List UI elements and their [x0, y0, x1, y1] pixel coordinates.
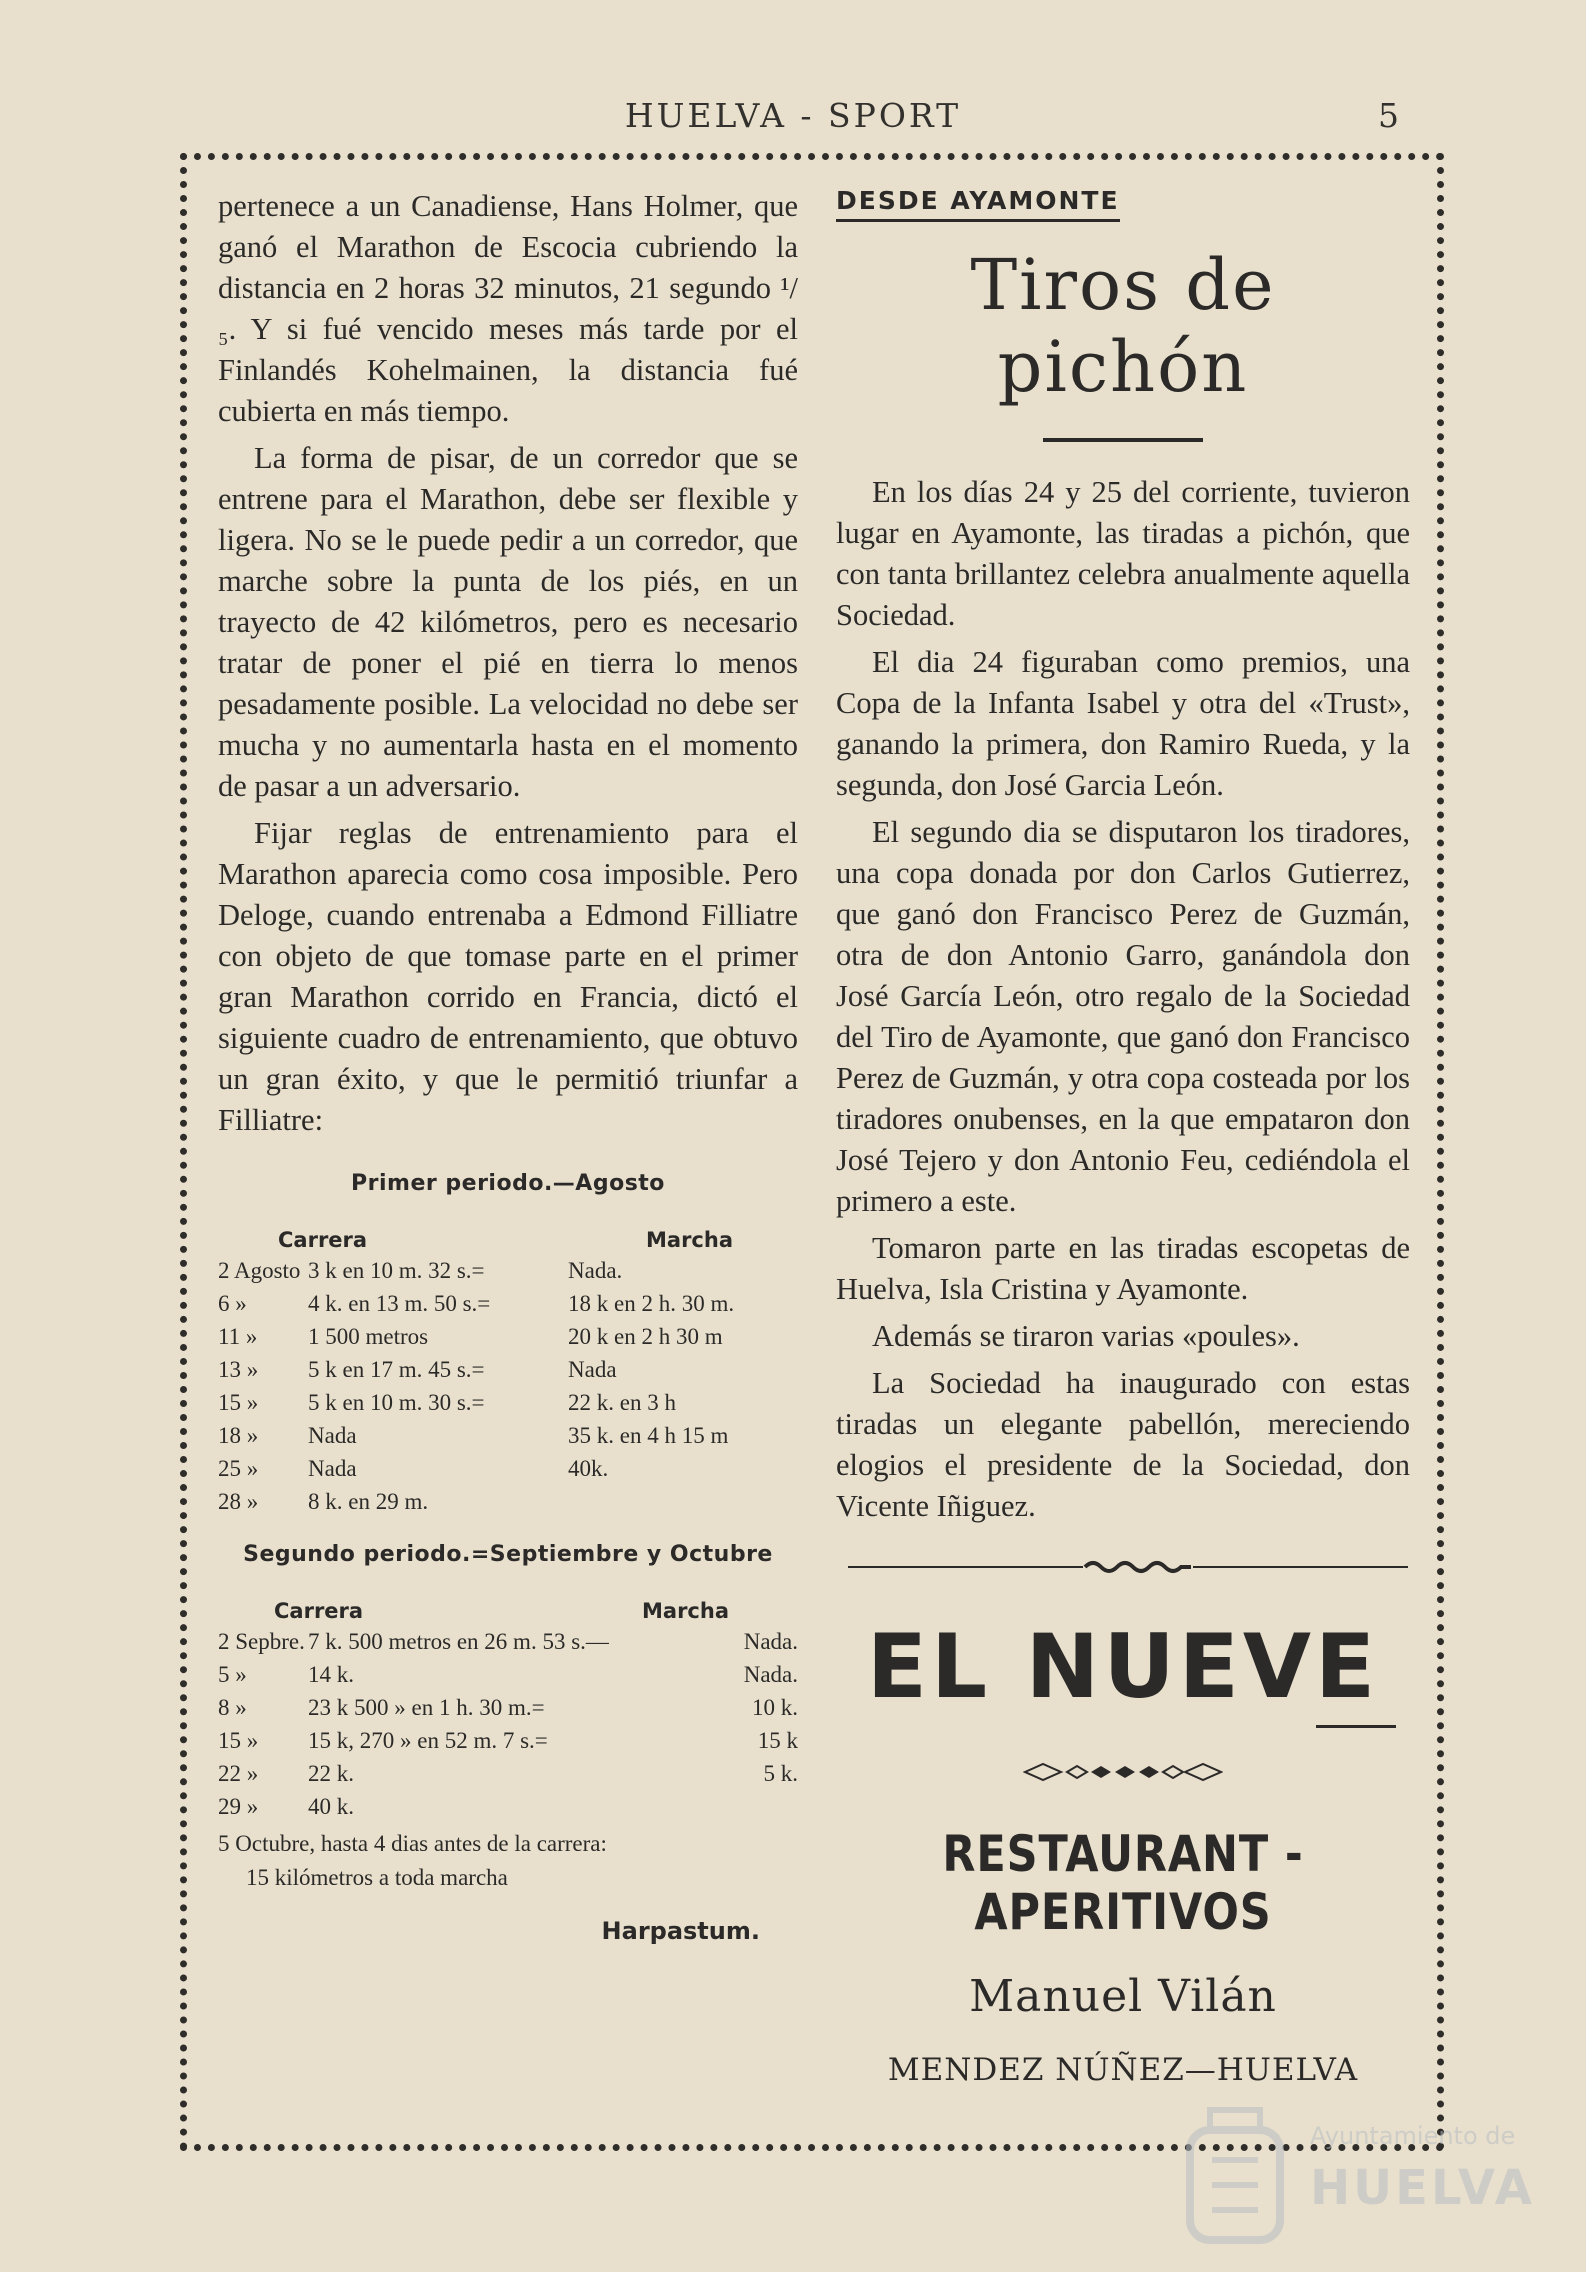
schedule-carrera: 4 k. en 13 m. 50 s.=: [308, 1291, 491, 1316]
schedule-row: [218, 1724, 798, 1757]
schedule-marcha: Nada.: [743, 1629, 798, 1654]
period1-column-headers: [218, 1214, 798, 1254]
schedule-marcha: Nada.: [743, 1662, 798, 1687]
schedule-date: 29 »: [218, 1794, 259, 1819]
schedule-date: 2 Agosto: [218, 1258, 301, 1283]
schedule-date: 22 »: [218, 1761, 259, 1786]
col-header-marcha: Marcha: [646, 1228, 733, 1252]
archive-watermark: [1180, 2100, 1535, 2260]
schedule-date: 18 »: [218, 1423, 259, 1448]
ad-business-type: RESTAURANT - APERITIVOS: [942, 1825, 1304, 1941]
paragraph: En los días 24 y 25 del corriente, tuvieron lugar en Ayamonte, las tiradas a pichón, que con tanta brillantez celebra anualmente aquella Sociedad.: [836, 475, 1410, 632]
paragraph: Además se tiraron varias «poules».: [872, 1319, 1300, 1353]
period2-title: Segundo periodo.=Septiembre y Octubre: [243, 1542, 773, 1567]
page-number: 5: [1378, 96, 1399, 135]
schedule-carrera: 8 k. en 29 m.: [308, 1489, 429, 1514]
schedule-row: [218, 1658, 798, 1691]
schedule-row: [218, 1320, 798, 1353]
article-body: [836, 472, 1410, 1527]
section-label: DESDE AYAMONTE: [836, 186, 1120, 222]
ad-rule: [1316, 1725, 1396, 1728]
watermark-line: Ayuntamiento de: [1310, 2122, 1516, 2150]
ad-owner-name: Manuel Vilán: [969, 1971, 1277, 2022]
schedule-row: [218, 1790, 798, 1823]
diamond-ornament-icon: [1023, 1758, 1223, 1786]
period1-title: Primer periodo.—Agosto: [351, 1171, 665, 1196]
schedule-date: 25 »: [218, 1456, 259, 1481]
period2-schedule-table: [218, 1625, 798, 1823]
article-title: Tiros de pichón: [970, 244, 1276, 408]
schedule-row: [218, 1353, 798, 1386]
schedule-row: [218, 1386, 798, 1419]
ornamental-divider: [848, 1557, 1408, 1577]
paragraph: El segundo dia se disputaron los tiradores, una copa donada por don Carlos Gutierrez, que ganó don Francisco Perez de Guzmán, otra de don Antonio Garro, ganándola don José García León, otro regalo de la Sociedad del Tiro de Ayamonte, que ganó don Francisco Perez de Guzmán, y otra copa costeada por los tiradores onubenses, en la que empataron don José Tejero y don Antonio Feu, cediéndola el primero a este.: [836, 815, 1410, 1218]
period1-schedule-table: [218, 1254, 798, 1518]
note-line: 5 Octubre, hasta 4 dias antes de la carrera:: [218, 1831, 607, 1856]
paragraph: La Sociedad ha inaugurado con estas tiradas un elegante pabellón, mereciendo elogios el presidente de la Sociedad, don Vicente Iñiguez.: [836, 1366, 1410, 1523]
schedule-carrera: 5 k en 10 m. 30 s.=: [308, 1390, 485, 1415]
note-line: 15 kilómetros a toda marcha: [246, 1865, 508, 1890]
schedule-carrera: 22 k.: [308, 1761, 354, 1786]
schedule-note: [218, 1827, 798, 1895]
schedule-date: 5 »: [218, 1662, 247, 1687]
schedule-date: 13 »: [218, 1357, 259, 1382]
schedule-marcha: [568, 1485, 798, 1518]
left-column: [218, 186, 798, 1952]
schedule-carrera: 15 k, 270 » en 52 m. 7 s.=: [308, 1728, 548, 1753]
schedule-carrera: Nada: [308, 1423, 357, 1448]
schedule-row: [218, 1452, 798, 1485]
schedule-marcha: 5 k.: [763, 1761, 798, 1786]
schedule-row: [218, 1419, 798, 1452]
schedule-marcha: 22 k. en 3 h: [568, 1390, 676, 1415]
city-crest-icon: [1180, 2100, 1290, 2250]
schedule-row: [218, 1757, 798, 1790]
schedule-carrera: 7 k. 500 metros en 26 m. 53 s.—: [308, 1629, 609, 1654]
right-column: [836, 186, 1410, 2088]
advertisement: [836, 1617, 1410, 2088]
schedule-carrera: 1 500 metros: [308, 1324, 429, 1349]
schedule-date: 8 »: [218, 1695, 247, 1720]
schedule-date: 15 »: [218, 1390, 259, 1415]
title-rule: [1043, 438, 1203, 442]
col-header-marcha: Marcha: [642, 1599, 729, 1623]
article-signature: Harpastum.: [601, 1917, 760, 1945]
paragraph: La forma de pisar, de un corredor que se entrene para el Marathon, debe ser flexible y ligera. No se le puede pedir a un corredor, que marche sobre la punta de los piés, en un trayecto de 42 kilómetros, pero es necesario tratar de poner el pié en tierra lo menos pesadamente posible. La velocidad no debe ser mucha y no aumentarla hasta en el momento de pasar a un adversario.: [218, 441, 798, 803]
col-header-carrera: Carrera: [278, 1228, 368, 1252]
schedule-marcha: 20 k en 2 h 30 m: [568, 1324, 723, 1349]
schedule-carrera: 3 k en 10 m. 32 s.=: [308, 1258, 485, 1283]
schedule-marcha: Nada.: [568, 1258, 623, 1283]
schedule-marcha: 40k.: [568, 1456, 609, 1481]
page-header-title: HUELVA - SPORT: [624, 96, 962, 135]
schedule-marcha: 15 k: [757, 1728, 798, 1753]
schedule-marcha: 35 k. en 4 h 15 m: [568, 1423, 729, 1448]
schedule-date: 15 »: [218, 1728, 259, 1753]
paragraph: pertenece a un Canadiense, Hans Holmer, que ganó el Marathon de Escocia cubriendo la distancia en 2 horas 32 minutos, 21 segundo ¹/₅. Y si fué vencido meses más tarde por el Finlandés Kohelmainen, la distancia fué cubierta en más tiempo.: [218, 189, 798, 428]
schedule-marcha: 18 k en 2 h. 30 m.: [568, 1291, 735, 1316]
paragraph: Fijar reglas de entrenamiento para el Marathon aparecia como cosa imposible. Pero Deloge, cuando entrenaba a Edmond Filliatre con objeto de que tomase parte en el primer gran Marathon corrido en Francia, dictó el siguiente cuadro de entrenamiento, que obtuvo un gran éxito, y que le permitió triunfar a Filliatre:: [218, 816, 798, 1137]
schedule-date: 11 »: [218, 1324, 258, 1349]
wave-ornament-icon: [1083, 1557, 1193, 1577]
schedule-date: 28 »: [218, 1489, 259, 1514]
schedule-carrera: 5 k en 17 m. 45 s.=: [308, 1357, 485, 1382]
paragraph: El dia 24 figuraban como premios, una Copa de la Infanta Isabel y otra del «Trust», ganando la primera, don Ramiro Rueda, y la segunda, don José Garcia León.: [836, 645, 1410, 802]
schedule-row: [218, 1287, 798, 1320]
watermark-line: HUELVA: [1310, 2160, 1535, 2216]
ad-address: MENDEZ NÚÑEZ—HUELVA: [887, 2052, 1359, 2088]
schedule-carrera: Nada: [308, 1456, 357, 1481]
schedule-carrera: 23 k 500 » en 1 h. 30 m.=: [308, 1695, 545, 1720]
schedule-carrera: 14 k.: [308, 1662, 354, 1687]
ad-business-name: EL NUEVE: [866, 1615, 1380, 1718]
schedule-marcha: 10 k.: [752, 1695, 798, 1720]
schedule-date: 6 »: [218, 1291, 247, 1316]
schedule-row: [218, 1485, 798, 1518]
col-header-carrera: Carrera: [274, 1599, 364, 1623]
paragraph: Tomaron parte en las tiradas escopetas de Huelva, Isla Cristina y Ayamonte.: [836, 1231, 1410, 1306]
schedule-date: 2 Sepbre.: [218, 1629, 305, 1654]
schedule-marcha: Nada: [568, 1357, 617, 1382]
period2-column-headers: [218, 1585, 798, 1625]
schedule-carrera: 40 k.: [308, 1794, 354, 1819]
schedule-row: [218, 1691, 798, 1724]
schedule-marcha: [698, 1790, 798, 1823]
